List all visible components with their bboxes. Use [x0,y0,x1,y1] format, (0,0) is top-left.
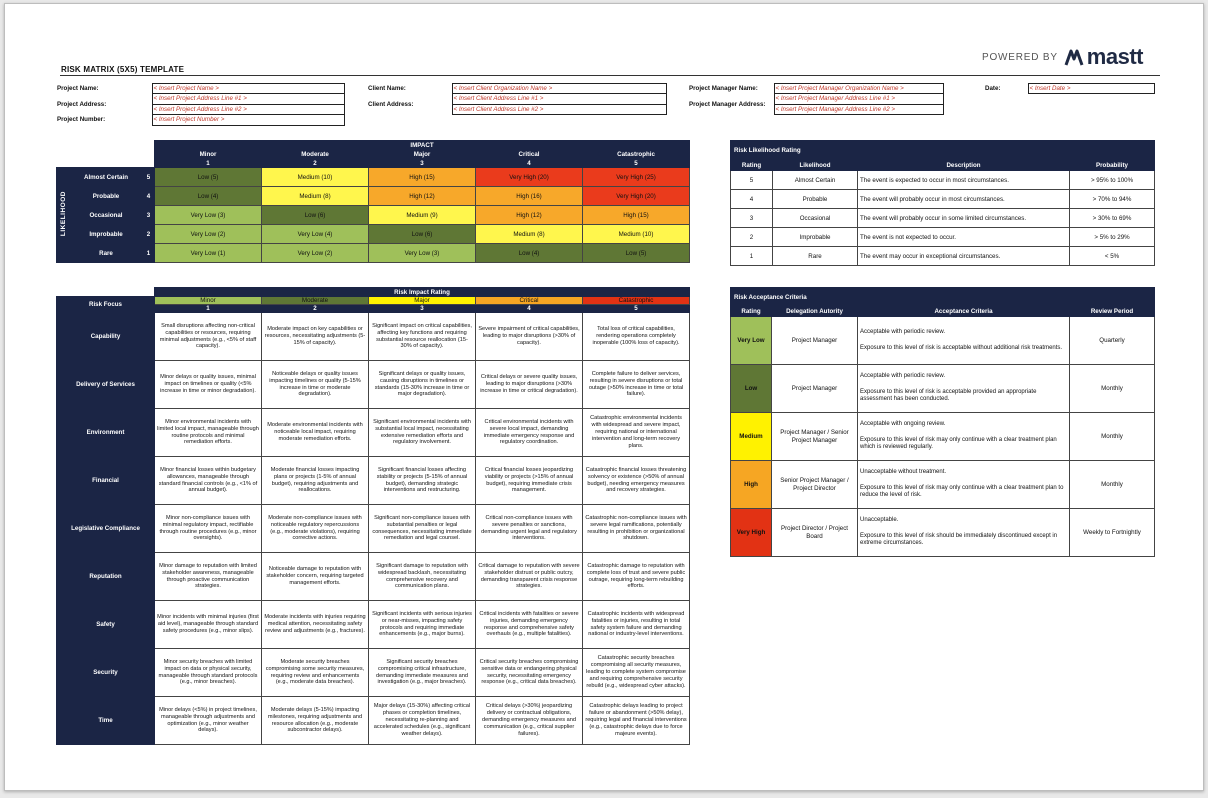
risk-focus-cell: Reputation [57,553,155,601]
matrix-cell: Low (4) [476,244,583,263]
impact-description-cell: Small disruptions affecting non-critical capabilities or resources, requiring minimal adjustments (e.g., <5% of staff capacity). [155,313,262,361]
matrix-cell: Very Low (4) [262,225,369,244]
impact-description-cell: Severe impairment of critical capabilities, leading to major disruptions (>30% of capacity). [476,313,583,361]
pm-name-field[interactable]: < Insert Project Manager Organization Name > [774,84,943,94]
client-address-line2-field[interactable]: < Insert Client Address Line #2 > [452,104,666,114]
impact-col-num: 3 [369,159,476,168]
column-header: Acceptance Criteria [858,307,1070,317]
pm-name-label: Project Manager Name: [689,85,758,92]
impact-description-cell: Moderate environmental incidents with noticeable local impact, requiring moderate remediation efforts. [262,409,369,457]
impact-description-cell: Minor delays or quality issues, minimal impact on timelines or quality (<5% increase in time or minor degradation). [155,361,262,409]
risk-focus-cell: Time [57,697,155,745]
matrix-cell: Low (5) [155,168,262,187]
column-header: Rating [731,307,772,317]
impact-description-cell: Significant damage to reputation with widespread backlash, necessitating comprehensive recovery and communication plans. [369,553,476,601]
matrix-cell: High (12) [476,206,583,225]
probability-cell: > 30% to 69% [1070,209,1155,228]
mastt-logo-icon [1064,47,1084,67]
likelihood-row-num: 2 [143,225,155,244]
impact-description-cell: Noticeable damage to reputation with stakeholder concern, requiring targeted management efforts. [262,553,369,601]
matrix-cell: Low (5) [583,244,690,263]
project-address-label: Project Address: [57,100,107,108]
likelihood-row-num: 3 [143,206,155,225]
powered-by-text: POWERED BY [982,51,1058,63]
impact-description-cell: Complete failure to deliver services, resulting in severe disruptions or total outage (>50% increase in time or total failure). [583,361,690,409]
impact-description-cell: Critical environmental incidents with severe local impact, demanding immediate emergency response and regulatory coordination. [476,409,583,457]
matrix-cell: Medium (10) [262,168,369,187]
matrix-cell: Very Low (3) [369,244,476,263]
impact-col-num: 1 [155,159,262,168]
matrix-cell: Low (6) [369,225,476,244]
page-title: RISK MATRIX (5X5) TEMPLATE [61,65,185,74]
impact-level-num: 5 [583,305,690,313]
matrix-cell: Medium (8) [476,225,583,244]
likelihood-row-num: 4 [143,187,155,206]
table-row [731,509,1155,557]
review-period-cell: Monthly [1070,461,1155,509]
impact-level-num: 3 [369,305,476,313]
impact-col-num: 4 [476,159,583,168]
impact-description-cell: Moderate incidents with injuries requiring medical attention, necessitating safety review and adjustments (e.g., fractures). [262,601,369,649]
spreadsheet-page [4,3,1204,791]
description-cell: The event will probably occur in some limited circumstances. [858,209,1070,228]
table-row [57,649,690,697]
pm-info-table [688,83,944,115]
likelihood-cell: Occasional [773,209,858,228]
impact-description-cell: Significant non-compliance issues with substantial penalties or legal consequences, necessitating immediate remediation and legal counsel. [369,505,476,553]
impact-rating-title: Risk Impact Rating [155,288,690,297]
project-address-line1-field[interactable]: < Insert Project Address Line #1 > [152,94,344,104]
impact-description-cell: Critical non-compliance issues with severe penalties or sanctions, demanding urgent legal and regulatory interventions. [476,505,583,553]
pm-address-line1-field[interactable]: < Insert Project Manager Address Line #1 > [774,94,943,104]
impact-rating-table [56,287,690,745]
table-row [731,209,1155,228]
matrix-cell: Very High (20) [583,187,690,206]
risk-focus-cell: Capability [57,313,155,361]
column-header: Description [858,161,1070,171]
impact-description-cell: Catastrophic financial losses threatening solvency or existence (>50% of annual budget), needing emergency measures and recovery strategies. [583,457,690,505]
likelihood-cell: Almost Certain [773,171,858,190]
impact-description-cell: Catastrophic damage to reputation with complete loss of trust and severe public outrage, requiring long-term rebuilding efforts. [583,553,690,601]
matrix-cell: High (12) [369,187,476,206]
criteria-cell: Unacceptable without treatment. Exposure to this level of risk may only continue with a clear treatment plan to reduce the level of risk. [858,461,1070,509]
impact-col-name: Minor [155,150,262,159]
table-row [731,413,1155,461]
table-row [57,313,690,361]
mastt-logo [982,42,1143,72]
impact-description-cell: Minor financial losses within budgetary allowances, manageable through standard financial controls (e.g., <1% of annual budget). [155,457,262,505]
criteria-cell: Acceptable with periodic review. Exposure to this level of risk is acceptable without additional risk treatments. [858,317,1070,365]
column-header: Rating [731,161,773,171]
matrix-cell: Medium (9) [369,206,476,225]
likelihood-cell: Improbable [773,228,858,247]
impact-description-cell: Minor incidents with minimal injuries (first aid level), manageable through standard safety procedures (e.g., minor slips). [155,601,262,649]
table-row [731,365,1155,413]
probability-cell: < 5% [1070,247,1155,266]
risk-focus-cell: Delivery of Services [57,361,155,409]
table-row [731,461,1155,509]
impact-description-cell: Moderate security breaches compromising some security measures, requiring review and enhancements (e.g., moderate data breaches). [262,649,369,697]
impact-description-cell: Significant impact on critical capabilities, affecting key functions and requiring substantial resource reallocation (15-30% of capacity). [369,313,476,361]
date-field[interactable]: < Insert Date > [1028,84,1154,94]
impact-description-cell: Minor damage to reputation with limited stakeholder awareness, manageable through proactive communication strategies. [155,553,262,601]
impact-description-cell: Moderate impact on key capabilities or resources, necessitating adjustments (5-15% of capacity). [262,313,369,361]
likelihood-rating-title: Risk Likelihood Rating [731,141,1155,161]
table-row [57,409,690,457]
review-period-cell: Weekly to Fortnightly [1070,509,1155,557]
description-cell: The event is expected to occur in most circumstances. [858,171,1070,190]
likelihood-row-name: Probable [70,187,143,206]
impact-col-name: Moderate [262,150,369,159]
probability-cell: > 95% to 100% [1070,171,1155,190]
likelihood-cell: Probable [773,190,858,209]
rating-cell: 4 [731,190,773,209]
likelihood-row-name: Rare [70,244,143,263]
description-cell: The event is not expected to occur. [858,228,1070,247]
impact-description-cell: Catastrophic environmental incidents with widespread and severe impact, requiring national or international intervention and long-term recovery plans. [583,409,690,457]
matrix-cell: High (15) [369,168,476,187]
column-header: Review Period [1070,307,1155,317]
project-name-label: Project Name: [57,85,99,92]
table-row [57,697,690,745]
likelihood-cell: Rare [773,247,858,266]
impact-col-name: Major [369,150,476,159]
risk-focus-header: Risk Focus [57,297,155,313]
matrix-cell: Medium (8) [262,187,369,206]
impact-description-cell: Total loss of critical capabilities, rendering operations completely inoperable (100% loss of capacity). [583,313,690,361]
impact-description-cell: Significant environmental incidents with substantial local impact, necessitating extensive remediation efforts and regulatory involvement. [369,409,476,457]
client-address-label: Client Address: [368,100,414,108]
column-header: Delegation Autority [772,307,858,317]
description-cell: The event may occur in exceptional circumstances. [858,247,1070,266]
acceptance-criteria-title: Risk Acceptance Criteria [731,288,1155,307]
impact-description-cell: Noticeable delays or quality issues impacting timelines or quality (5-15% increase in time or moderate degradation). [262,361,369,409]
probability-cell: > 5% to 29% [1070,228,1155,247]
review-period-cell: Monthly [1070,413,1155,461]
impact-level-name: Critical [476,297,583,305]
brand-name: mastt [1086,44,1143,69]
matrix-cell: Very Low (1) [155,244,262,263]
matrix-cell: Very Low (2) [262,244,369,263]
likelihood-row-name: Occasional [70,206,143,225]
impact-description-cell: Moderate delays (5-15%) impacting milestones, requiring adjustments and resource allocation (e.g., moderate subcontractor delays). [262,697,369,745]
date-info-table [984,83,1155,94]
impact-description-cell: Catastrophic incidents with widespread fatalities or injuries, resulting in total safety system failure and demanding national or industry-level interventions. [583,601,690,649]
matrix-cell: High (16) [476,187,583,206]
likelihood-rating-table [730,140,1155,266]
probability-cell: > 70% to 94% [1070,190,1155,209]
table-row [731,190,1155,209]
likelihood-row-name: Improbable [70,225,143,244]
impact-description-cell: Major delays (15-30%) affecting critical phases or completion timelines, necessitating re-planning and accelerated schedules (e.g., significant weather delays). [369,697,476,745]
impact-description-cell: Significant financial losses affecting stability or projects (5-15% of annual budget), demanding strategic interventions and restructuring. [369,457,476,505]
impact-col-num: 5 [583,159,690,168]
impact-description-cell: Significant incidents with serious injuries or near-misses, impacting safety protocols and requiring immediate enhancements (e.g., major burns). [369,601,476,649]
table-row [731,171,1155,190]
acceptance-criteria-table [730,287,1155,557]
review-period-cell: Monthly [1070,365,1155,413]
impact-description-cell: Moderate financial losses impacting plans or projects (1-5% of annual budget), requiring adjustments and reallocations. [262,457,369,505]
impact-level-name: Catastrophic [583,297,690,305]
impact-description-cell: Critical damage to reputation with severe stakeholder distrust or public outcry, demanding transparent crisis response strategies. [476,553,583,601]
matrix-cell: Very High (20) [476,168,583,187]
client-name-field[interactable]: < Insert Client Organization Name > [452,84,666,94]
likelihood-row-num: 5 [143,168,155,187]
risk-focus-cell: Safety [57,601,155,649]
title-divider [60,75,1160,76]
impact-level-name: Major [369,297,476,305]
pm-address-line2-field[interactable]: < Insert Project Manager Address Line #2 > [774,104,943,114]
review-period-cell: Quarterly [1070,317,1155,365]
description-cell: The event will probably occur in most circumstances. [858,190,1070,209]
impact-description-cell: Critical delays (>30%) jeopardizing delivery or contractual obligations, demanding emergency measures and communication (e.g., critical supplier failures). [476,697,583,745]
authority-cell: Project Manager [772,317,858,365]
risk-focus-cell: Environment [57,409,155,457]
rating-cell: High [731,461,772,509]
client-info-table [367,83,667,115]
impact-description-cell: Catastrophic non-compliance issues with severe legal ramifications, potentially resulting in prohibition or organizational shutdown. [583,505,690,553]
impact-level-num: 2 [262,305,369,313]
impact-description-cell: Significant security breaches compromising critical infrastructure, demanding immediate measures and investigation (e.g., major breaches). [369,649,476,697]
impact-description-cell: Critical incidents with fatalities or severe injuries, demanding emergency response and comprehensive safety overhauls (e.g., multiple fatalities). [476,601,583,649]
rating-cell: 3 [731,209,773,228]
authority-cell: Senior Project Manager / Project Director [772,461,858,509]
impact-description-cell: Critical delays or severe quality issues, leading to major disruptions (>30% increase in time or critical degradation). [476,361,583,409]
rating-cell: Very Low [731,317,772,365]
risk-focus-cell: Security [57,649,155,697]
impact-description-cell: Minor environmental incidents with limited local impact, manageable through routine protocols and minimal remediation efforts. [155,409,262,457]
pm-address-label: Project Manager Address: [689,100,766,108]
project-info-table [56,83,345,126]
impact-level-num: 4 [476,305,583,313]
project-name-field[interactable]: < Insert Project Name > [152,84,344,94]
impact-col-name: Critical [476,150,583,159]
impact-description-cell: Catastrophic delays leading to project failure or abandonment (>50% delay), requiring legal and financial interventions (e.g., catastrophic delays due to force majeure events). [583,697,690,745]
rating-cell: Medium [731,413,772,461]
impact-level-name: Minor [155,297,262,305]
risk-focus-cell: Legislative Compliance [57,505,155,553]
authority-cell: Project Director / Project Board [772,509,858,557]
rating-cell: 1 [731,247,773,266]
rating-cell: 5 [731,171,773,190]
column-header: Likelihood [773,161,858,171]
matrix-cell: High (15) [583,206,690,225]
authority-cell: Project Manager / Senior Project Manager [772,413,858,461]
matrix-cell: Medium (10) [583,225,690,244]
impact-description-cell: Significant delays or quality issues, causing disruptions in timelines or standards (15-30% increase in time or major degradation). [369,361,476,409]
likelihood-axis-label: LIKELIHOOD [57,168,70,263]
project-number-field[interactable]: < Insert Project Number > [152,115,344,125]
table-row [57,553,690,601]
impact-description-cell: Minor non-compliance issues with minimal regulatory impact, rectifiable through routine procedures (e.g., minor oversights). [155,505,262,553]
impact-level-name: Moderate [262,297,369,305]
impact-description-cell: Moderate non-compliance issues with noticeable regulatory repercussions (e.g., moderate violations), requiring corrective actions. [262,505,369,553]
client-name-label: Client Name: [368,85,406,92]
table-row [731,228,1155,247]
criteria-cell: Acceptable with periodic review. Exposure to this level of risk is acceptable provided an appropriate assessment has been conducted. [858,365,1070,413]
rating-cell: Low [731,365,772,413]
column-header: Probability [1070,161,1155,171]
table-row [57,361,690,409]
table-row [57,457,690,505]
impact-description-cell: Critical security breaches compromising sensitive data or endangering physical security, necessitating emergency response (e.g., critical data breaches). [476,649,583,697]
rating-cell: 2 [731,228,773,247]
table-row [57,505,690,553]
matrix-cell: Very Low (3) [155,206,262,225]
criteria-cell: Acceptable with ongoing review. Exposure to this level of risk may only continue with a clear treatment plan which is reviewed regularly. [858,413,1070,461]
matrix-cell: Very High (25) [583,168,690,187]
likelihood-row-num: 1 [143,244,155,263]
impact-description-cell: Minor delays (<5%) in project timelines, manageable through adjustments and optimization (e.g., minor weather delays). [155,697,262,745]
matrix-cell: Low (6) [262,206,369,225]
impact-description-cell: Minor security breaches with limited impact on data or physical security, manageable through standard protocols (e.g., minor breaches). [155,649,262,697]
project-number-label: Project Number: [57,116,106,124]
table-row [731,317,1155,365]
impact-description-cell: Critical financial losses jeopardizing viability or projects (>15% of annual budget), requiring immediate crisis management. [476,457,583,505]
risk-focus-cell: Financial [57,457,155,505]
rating-cell: Very High [731,509,772,557]
likelihood-row-name: Almost Certain [70,168,143,187]
impact-header: IMPACT [155,141,690,150]
matrix-cell: Very Low (2) [155,225,262,244]
table-row [731,247,1155,266]
risk-matrix [56,140,690,263]
impact-col-num: 2 [262,159,369,168]
impact-level-num: 1 [155,305,262,313]
authority-cell: Project Manager [772,365,858,413]
impact-description-cell: Catastrophic security breaches compromising all security measures, leading to complete system compromise and requiring comprehensive security rebuild (e.g., widespread cyber attacks). [583,649,690,697]
date-label: Date: [985,85,1001,92]
impact-col-name: Catastrophic [583,150,690,159]
criteria-cell: Unacceptable. Exposure to this level of risk should be immediately discontinued except in extreme circumstances. [858,509,1070,557]
matrix-cell: Low (4) [155,187,262,206]
project-address-line2-field[interactable]: < Insert Project Address Line #2 > [152,104,344,114]
client-address-line1-field[interactable]: < Insert Client Address Line #1 > [452,94,666,104]
table-row [57,601,690,649]
